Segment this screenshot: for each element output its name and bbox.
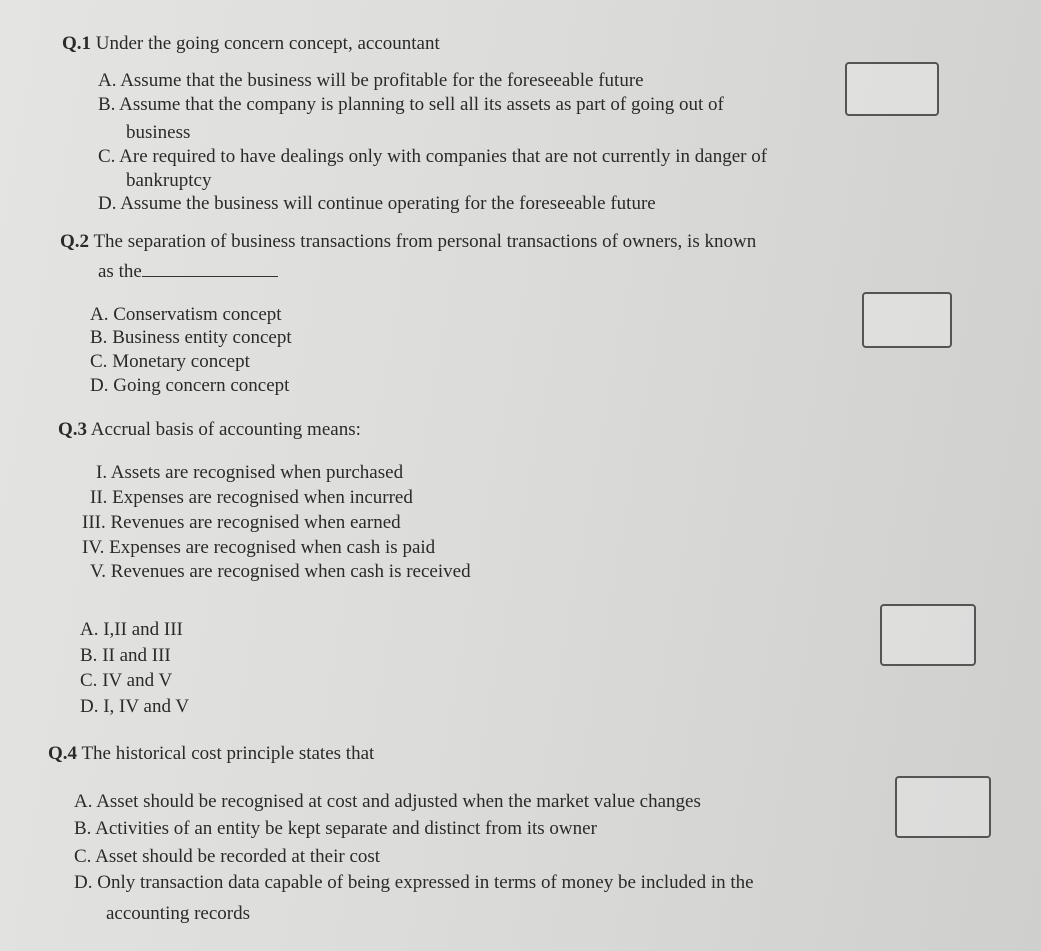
q1-answer-box[interactable]: [845, 62, 939, 116]
option-text: Only transaction data capable of being expressed in terms of money be included in the: [97, 872, 754, 893]
question-2-text: The separation of business transactions from personal transactions of owners, is known: [93, 231, 757, 252]
option-letter: D.: [90, 375, 109, 396]
option-text: IV and V: [102, 670, 173, 691]
option-letter: B.: [80, 645, 98, 666]
option-text: Assume that the company is planning to sell all its assets as part of going out of: [119, 94, 724, 115]
option-text: Asset should be recorded at their cost: [95, 846, 381, 867]
q4-option-b[interactable]: [74, 818, 597, 840]
option-text: Asset should be recognised at cost and adjusted when the market value changes: [96, 791, 701, 812]
q3-statement-4: [82, 537, 435, 559]
option-text: II and III: [102, 645, 171, 666]
option-letter: D.: [98, 193, 117, 214]
answer-blank-line: [142, 260, 278, 277]
statement-text: Revenues are recognised when cash is received: [110, 561, 471, 582]
option-letter: A.: [80, 619, 99, 640]
option-text: Assume that the business will be profitable for the foreseeable future: [120, 70, 644, 91]
q4-answer-box[interactable]: [895, 776, 991, 838]
question-3-text: Accrual basis of accounting means:: [90, 419, 361, 440]
q1-option-b[interactable]: [98, 94, 724, 116]
question-2-number: Q.2: [60, 231, 90, 252]
statement-text: Revenues are recognised when earned: [110, 512, 401, 533]
option-text: Assume the business will continue operating for the foreseeable future: [120, 193, 656, 214]
q4-option-c[interactable]: [74, 846, 380, 868]
question-2-title: [60, 231, 756, 253]
option-letter: C.: [74, 846, 92, 867]
question-2-continuation-text: as the: [98, 261, 142, 282]
option-text: Activities of an entity be kept separate and distinct from its owner: [95, 818, 597, 839]
statement-text: Assets are recognised when purchased: [110, 462, 404, 483]
question-4-number: Q.4: [48, 743, 78, 764]
statement-numeral: III.: [82, 512, 106, 533]
q3-statement-2: [90, 487, 413, 509]
statement-numeral: V.: [90, 561, 107, 582]
question-3-title: [58, 419, 361, 441]
option-letter: A.: [98, 70, 117, 91]
statement-numeral: II.: [90, 487, 108, 508]
question-1-text: Under the going concern concept, accountant: [95, 33, 440, 54]
option-letter: D.: [80, 696, 99, 717]
q1-option-b-continuation: business: [126, 122, 191, 143]
q3-statement-1: [96, 462, 403, 484]
q3-statement-5: [90, 561, 471, 583]
statement-numeral: IV.: [82, 537, 105, 558]
option-letter: B.: [90, 327, 108, 348]
q1-option-c-continuation: bankruptcy: [126, 170, 212, 191]
q2-answer-box[interactable]: [862, 292, 952, 348]
option-letter: A.: [74, 791, 93, 812]
option-letter: C.: [80, 670, 98, 691]
q3-statement-3: [82, 512, 401, 534]
option-text: I,II and III: [103, 619, 183, 640]
option-text: Business entity concept: [112, 327, 292, 348]
q1-option-c[interactable]: [98, 146, 767, 168]
statement-numeral: I.: [96, 462, 108, 483]
option-text: Going concern concept: [113, 375, 290, 396]
q4-option-d[interactable]: [74, 872, 754, 894]
q3-option-d[interactable]: [80, 696, 189, 718]
option-letter: D.: [74, 872, 93, 893]
statement-text: Expenses are recognised when cash is paid: [109, 537, 436, 558]
question-1-number: Q.1: [62, 33, 92, 54]
q3-option-c[interactable]: [80, 670, 172, 692]
q3-option-a[interactable]: [80, 619, 183, 641]
q4-option-d-continuation: accounting records: [106, 903, 251, 924]
q1-option-d[interactable]: [98, 193, 656, 215]
option-letter: B.: [74, 818, 92, 839]
q3-option-b[interactable]: [80, 645, 171, 667]
question-2-continuation: [98, 260, 278, 283]
question-4-text: The historical cost principle states that: [81, 743, 375, 764]
question-3-number: Q.3: [58, 419, 88, 440]
option-text: Monetary concept: [112, 351, 250, 372]
option-letter: A.: [90, 304, 109, 325]
question-1-title: [62, 33, 440, 55]
option-letter: C.: [90, 351, 108, 372]
option-text: I, IV and V: [103, 696, 190, 717]
option-text: Conservatism concept: [113, 304, 282, 325]
q2-option-d[interactable]: [90, 375, 289, 397]
q1-option-a[interactable]: [98, 70, 644, 92]
option-letter: C.: [98, 146, 116, 167]
q2-option-c[interactable]: [90, 351, 250, 373]
q2-option-a[interactable]: [90, 304, 282, 326]
question-4-title: [48, 743, 374, 765]
q4-option-a[interactable]: [74, 791, 701, 813]
option-letter: B.: [98, 94, 116, 115]
q2-option-b[interactable]: [90, 327, 292, 349]
q3-answer-box[interactable]: [880, 604, 976, 666]
statement-text: Expenses are recognised when incurred: [112, 487, 413, 508]
option-text: Are required to have dealings only with companies that are not currently in danger of: [119, 146, 768, 167]
